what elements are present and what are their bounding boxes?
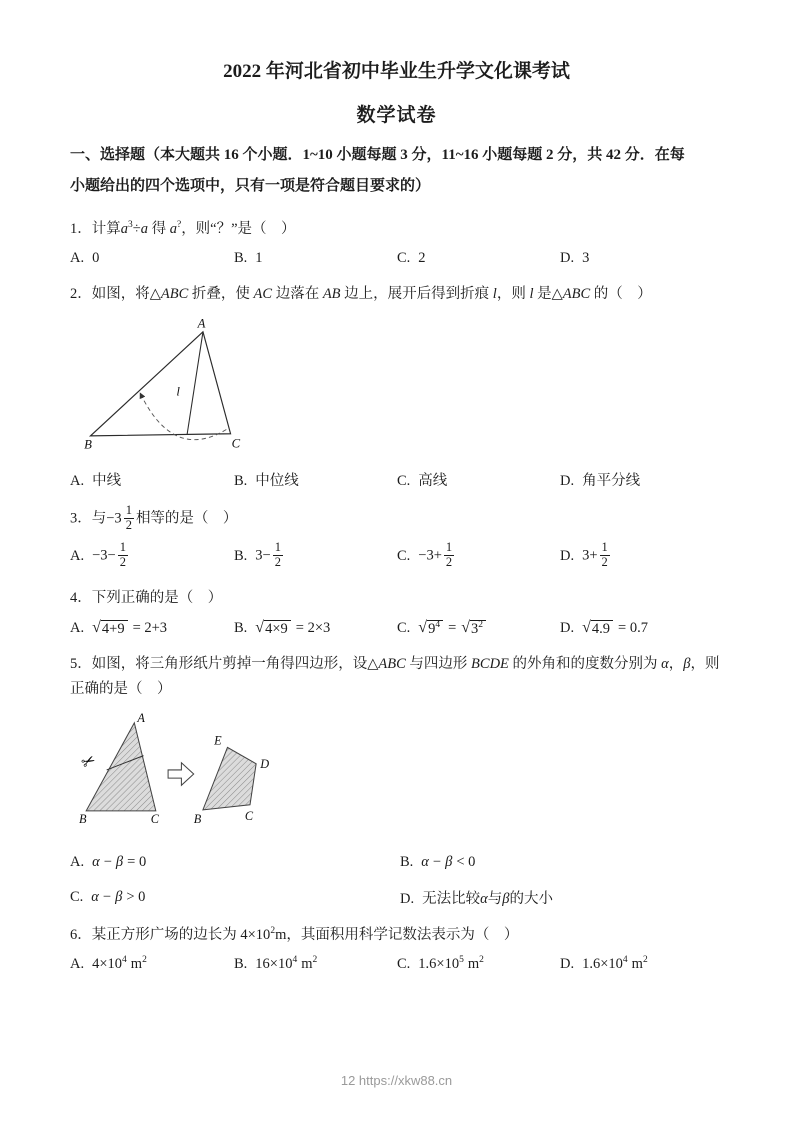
triangle-fold-diagram xyxy=(84,317,254,455)
crease-label-l: l xyxy=(176,384,180,399)
option-label: C. xyxy=(397,620,411,637)
option-label: A. xyxy=(70,956,85,973)
option-text: 中线 xyxy=(92,472,122,489)
vertex-label-c-left: C xyxy=(150,811,159,826)
option-label: D. xyxy=(400,890,415,907)
vertex-label-b-left: B xyxy=(79,811,87,826)
question-2 xyxy=(70,282,723,490)
math-var: a xyxy=(169,220,177,237)
radicand: 4.9 xyxy=(591,620,613,638)
option-label: B. xyxy=(234,956,248,973)
section-intro-line-2: 小题给出的四个选项中，只有一项是符合题目要求的） xyxy=(70,177,431,194)
option-label: D. xyxy=(560,620,575,637)
q1-option-d xyxy=(560,250,723,267)
math-op: = xyxy=(448,620,457,637)
math-sup: 4 xyxy=(292,955,298,966)
math-var: l xyxy=(529,286,534,303)
q3-options xyxy=(70,542,723,571)
stem-text: ，则正确的是（ ） xyxy=(70,656,720,698)
option-text: 中位线 xyxy=(255,472,299,489)
q4-option-a xyxy=(70,619,234,637)
math-number: −3+ xyxy=(418,547,442,564)
math-sup: 2 xyxy=(142,955,147,966)
option-label: A. xyxy=(70,547,85,564)
fold-crease-line xyxy=(187,332,203,435)
math-number: 4×10 xyxy=(240,926,271,943)
option-text: 的大小 xyxy=(509,890,553,907)
math-var: α xyxy=(91,888,99,905)
option-label: A. xyxy=(70,620,85,637)
stem-text: 边上，展开后得到折痕 xyxy=(340,286,493,303)
stem-text: ，则“？”是（ ） xyxy=(181,220,296,237)
fraction-denominator: 2 xyxy=(274,555,281,570)
vertex-label-a: A xyxy=(197,316,206,331)
option-label: A. xyxy=(70,853,85,870)
sqrt-sign: √ xyxy=(255,619,265,637)
vertex-label-e: E xyxy=(214,733,222,748)
stem-text: 3．与 xyxy=(70,510,107,527)
math-var: β xyxy=(115,888,123,905)
math-sup: 2 xyxy=(642,955,648,966)
math-number: 9 xyxy=(428,621,436,638)
radicand xyxy=(470,620,486,638)
math-unit: m xyxy=(467,956,480,973)
option-label: B. xyxy=(234,472,248,489)
quadrilateral-paper xyxy=(203,747,256,809)
q5-option-b xyxy=(400,854,723,871)
option-text: 3 xyxy=(582,250,590,267)
math-op: − xyxy=(432,853,442,870)
transform-arrow-icon xyxy=(168,762,194,785)
stem-text: 的（ ） xyxy=(590,286,652,303)
stem-text: ，则 xyxy=(496,286,530,303)
fraction xyxy=(600,541,610,570)
math-var: ABC xyxy=(562,286,591,303)
option-label: C. xyxy=(397,250,411,267)
math-number: 4×10 xyxy=(92,956,123,973)
stem-text: 得 xyxy=(147,220,170,237)
math-sup: 4 xyxy=(122,955,127,966)
q4-stem xyxy=(70,586,723,611)
math-rhs: = 0.7 xyxy=(618,620,648,637)
option-text: 角平分线 xyxy=(582,472,641,489)
math-var: ABC xyxy=(160,286,189,303)
math-sup: 2 xyxy=(312,955,318,966)
option-label: C. xyxy=(70,888,84,905)
q5-option-d xyxy=(400,887,723,908)
math-number: −3 xyxy=(106,510,122,527)
math-var: α xyxy=(421,853,429,870)
radical xyxy=(92,619,127,637)
q1-option-c xyxy=(397,250,560,267)
q6-stem xyxy=(70,923,723,948)
stem-text: 与四边形 xyxy=(405,656,472,673)
triangle-cut-diagram xyxy=(78,710,293,836)
page-footer xyxy=(0,1073,793,1088)
math-var: β xyxy=(115,853,124,870)
math-sup: 3 xyxy=(128,219,133,230)
math-number: 1.6×10 xyxy=(582,956,623,973)
fraction-numerator: 1 xyxy=(125,502,132,517)
math-rhs: = 0 xyxy=(127,853,147,870)
q4-option-c xyxy=(397,619,560,637)
stem-text: 5．如图，将三角形纸片剪掉一角得四边形，设△ xyxy=(70,656,379,673)
section-intro-line-1: 一、选择题（本大题共 16 个小题．1~10 小题每题 3 分，11~16 小题每题 2 分，共 42 分．在每 xyxy=(70,147,685,163)
option-label: C. xyxy=(397,547,411,564)
q1-option-b xyxy=(234,250,397,267)
q3-option-c xyxy=(397,542,560,571)
q3-option-b xyxy=(234,542,397,571)
math-rhs: < 0 xyxy=(456,853,476,870)
math-var: l xyxy=(492,286,497,303)
q4-options xyxy=(70,619,723,637)
math-sup: 2 xyxy=(478,620,484,631)
stem-text: 的外角和的度数分别为 xyxy=(508,656,662,673)
fraction-denominator: 2 xyxy=(445,555,453,570)
fraction xyxy=(444,541,454,570)
option-label: C. xyxy=(397,472,411,489)
option-label: D. xyxy=(560,956,575,973)
option-text: 高线 xyxy=(418,472,448,489)
fraction-numerator: 1 xyxy=(445,540,453,555)
stem-text: 折叠，使 xyxy=(188,286,254,303)
option-label: B. xyxy=(234,547,248,564)
radical xyxy=(418,619,443,637)
q3-option-a xyxy=(70,542,234,571)
vertex-label-a: A xyxy=(137,710,145,725)
footer-page-number-and-url: 12 https://xkw88.cn xyxy=(340,1073,453,1088)
section-heading xyxy=(70,140,723,202)
stem-text: 相等的是（ ） xyxy=(135,510,238,527)
math-sup: 4 xyxy=(435,620,441,631)
math-sup: 2 xyxy=(479,955,484,966)
fraction-denominator: 2 xyxy=(125,517,132,532)
question-4 xyxy=(70,586,723,638)
radical xyxy=(461,619,486,637)
fraction-denominator: 2 xyxy=(601,555,608,570)
sqrt-sign: √ xyxy=(582,619,591,637)
q2-stem xyxy=(70,282,723,307)
math-number: 3− xyxy=(255,547,271,564)
q5-option-a xyxy=(70,854,400,871)
option-label: C. xyxy=(397,956,411,973)
q3-option-d xyxy=(560,542,723,571)
math-var: AB xyxy=(322,286,341,303)
stem-text: 边落在 xyxy=(272,286,323,303)
sqrt-sign: √ xyxy=(418,619,428,637)
fraction xyxy=(273,541,283,570)
math-unit: m xyxy=(130,956,143,973)
stem-text: 2．如图，将△ xyxy=(70,286,161,303)
math-var: β xyxy=(445,853,453,870)
stem-text: 1．计算 xyxy=(70,220,121,237)
question-6 xyxy=(70,923,723,974)
math-number: 3+ xyxy=(582,547,598,564)
option-label: B. xyxy=(400,853,414,870)
radicand: 4×9 xyxy=(264,620,291,638)
option-text: 无法比较 xyxy=(422,890,481,907)
math-sup: 5 xyxy=(459,955,464,966)
sqrt-sign: √ xyxy=(92,619,101,637)
vertex-label-b: B xyxy=(84,437,92,452)
fraction xyxy=(118,541,128,570)
math-rhs: = 2×3 xyxy=(295,620,331,637)
radical xyxy=(255,619,290,637)
math-unit: m xyxy=(631,956,643,973)
math-sup: 4 xyxy=(622,955,628,966)
math-unit: m xyxy=(301,956,313,973)
vertex-label-c: C xyxy=(231,436,241,451)
math-rhs: > 0 xyxy=(126,888,146,905)
q6-option-d xyxy=(560,956,723,973)
stem-text: ， xyxy=(668,656,684,673)
math-number: −3− xyxy=(92,547,116,564)
option-label: D. xyxy=(560,547,575,564)
option-text: 与 xyxy=(487,890,503,907)
stem-text: 是△ xyxy=(533,286,563,303)
option-label: D. xyxy=(560,472,575,489)
option-text: 1 xyxy=(255,250,263,267)
math-number: 16×10 xyxy=(255,956,293,973)
q1-stem xyxy=(70,217,723,242)
math-rhs: = 2+3 xyxy=(132,620,168,637)
math-number: 3 xyxy=(471,621,479,638)
q6-option-c xyxy=(397,956,560,973)
stem-text: 4．下列正确的是（ ） xyxy=(70,589,223,606)
math-op: − xyxy=(103,853,112,870)
q2-option-c xyxy=(397,469,560,490)
vertex-label-b-right: B xyxy=(193,811,202,826)
math-var: α xyxy=(480,890,488,907)
option-label: B. xyxy=(234,620,248,637)
option-label: B. xyxy=(234,250,248,267)
math-var: α xyxy=(92,853,100,870)
q5-figure xyxy=(78,710,723,841)
math-var: AC xyxy=(253,286,273,303)
stem-text: 6．某正方形广场的边长为 xyxy=(70,926,241,943)
fold-direction-arc xyxy=(140,393,226,439)
vertex-label-c-right: C xyxy=(244,808,254,823)
sqrt-sign: √ xyxy=(461,619,471,637)
stem-text: m，其面积用科学记数法表示为（ ） xyxy=(275,926,519,943)
q4-option-d xyxy=(560,619,723,637)
q2-option-a xyxy=(70,469,234,490)
q6-options xyxy=(70,956,723,973)
math-op: − xyxy=(102,888,112,905)
q5-options xyxy=(70,854,723,908)
radicand xyxy=(427,620,443,638)
vertex-label-d: D xyxy=(260,756,270,771)
q6-option-a xyxy=(70,956,234,973)
question-5 xyxy=(70,652,723,907)
page-subtitle: 数学试卷 xyxy=(356,105,437,126)
math-op: ÷ xyxy=(132,220,141,237)
q1-option-a xyxy=(70,250,234,267)
q5-option-c xyxy=(70,889,400,906)
option-text: 0 xyxy=(92,250,100,267)
q2-option-b xyxy=(234,469,397,490)
fraction-numerator: 1 xyxy=(601,540,608,555)
triangle-outline xyxy=(90,332,230,436)
math-sup: 2 xyxy=(270,925,276,936)
fraction-numerator: 1 xyxy=(274,540,281,555)
math-var: a xyxy=(120,220,128,237)
option-text: 2 xyxy=(418,250,426,267)
math-var: α xyxy=(661,656,669,673)
q3-stem xyxy=(70,502,723,534)
q2-option-d xyxy=(560,469,723,490)
q4-option-b xyxy=(234,619,397,637)
question-3 xyxy=(70,502,723,571)
math-var: ABC xyxy=(378,656,406,673)
q2-figure xyxy=(84,317,723,460)
question-1 xyxy=(70,217,723,268)
math-var: β xyxy=(502,890,510,907)
page-title: 2022 年河北省初中毕业生升学文化课考试 xyxy=(223,61,570,82)
option-label: A. xyxy=(70,250,85,267)
fraction-numerator: 1 xyxy=(119,540,126,555)
q1-options xyxy=(70,250,723,267)
fraction-denominator: 2 xyxy=(119,555,126,570)
math-sup: ? xyxy=(176,219,182,230)
math-var: β xyxy=(683,656,691,673)
math-number: 1.6×10 xyxy=(418,956,460,973)
q6-option-b xyxy=(234,956,397,973)
option-label: A. xyxy=(70,472,85,489)
fraction xyxy=(124,504,134,533)
radical xyxy=(582,619,613,637)
math-var: BCDE xyxy=(471,656,509,673)
q2-options xyxy=(70,469,723,490)
option-label: D. xyxy=(560,250,575,267)
scissors-icon: ✂ xyxy=(78,749,100,773)
q5-stem xyxy=(70,652,723,701)
radicand: 4+9 xyxy=(101,620,128,638)
math-var: a xyxy=(140,220,148,237)
